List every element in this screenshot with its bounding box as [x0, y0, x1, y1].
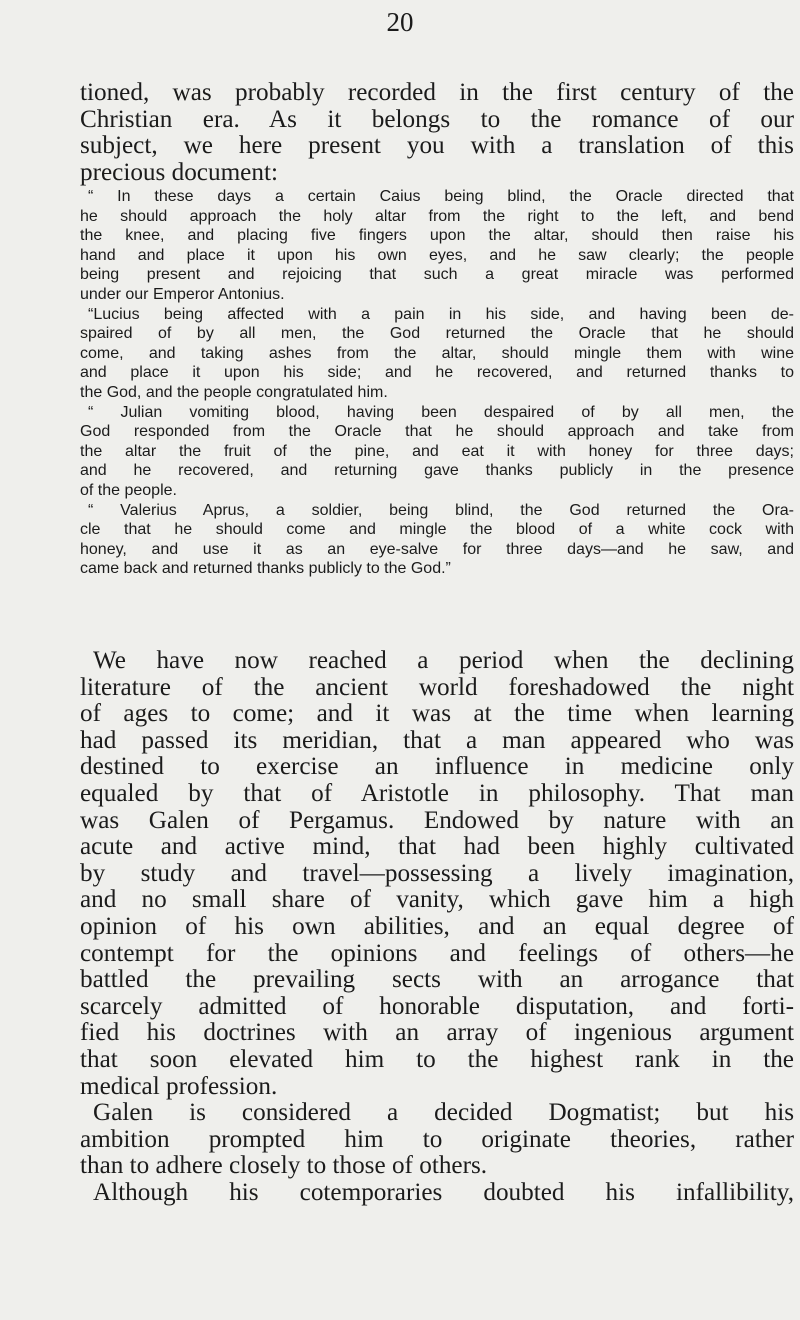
text-line: precious document: [80, 158, 278, 186]
text-line: cle that he should come and mingle the blood of a white cock with [80, 521, 794, 539]
text-line: than to adhere closely to those of others. [80, 1152, 488, 1180]
text-line: God responded from the Oracle that he should approach and take from [80, 423, 794, 441]
text-line: “ Julian vomiting blood, having been despaired of by all men, the [88, 403, 794, 421]
text-line: Although his cotemporaries doubted his infallibility, [93, 1178, 794, 1206]
text-line: and no small share of vanity, which gave him a high [80, 886, 794, 914]
quote-paragraph-caius [80, 187, 794, 305]
paragraph-cotemporaries [80, 1180, 794, 1207]
text-line: was Galen of Pergamus. Endowed by nature with an [80, 806, 794, 834]
text-line: honey, and use it as an eye-salve for three days—and he saw, and [80, 540, 794, 558]
text-line: come, and taking ashes from the altar, should mingle them with wine [80, 344, 794, 362]
text-line: that soon elevated him to the highest rank in the [80, 1045, 794, 1073]
text-line: spaired of by all men, the God returned the Oracle that he should [80, 325, 794, 343]
main-text [80, 648, 794, 1206]
paragraph-galen-intro [80, 648, 794, 1100]
text-line: and place it upon his side; and he recovered, and returned thanks to [80, 364, 794, 382]
text-line: battled the prevailing sects with an arrogance that [80, 966, 794, 994]
text-line: hand and place it upon his own eyes, and he saw clearly; the people [80, 246, 794, 264]
text-line: of the people. [80, 481, 177, 499]
text-line: had passed its meridian, that a man appeared who was [80, 726, 794, 754]
intro-paragraph [80, 80, 794, 186]
page-number: 20 [386, 7, 414, 37]
text-line: Galen is considered a decided Dogmatist; but his [93, 1099, 794, 1127]
text-line: We have now reached a period when the declining [93, 647, 794, 674]
paragraph-dogmatist [80, 1100, 794, 1180]
text-line: destined to exercise an influence in medicine only [80, 753, 794, 781]
quote-paragraph-julian [80, 403, 794, 501]
text-line: the altar the fruit of the pine, and eat it with honey for three days; [80, 442, 794, 460]
quote-paragraph-lucius [80, 305, 794, 403]
text-line: he should approach the holy altar from the right to the left, and bend [80, 207, 794, 225]
text-line: came back and returned thanks publicly to the God.” [80, 560, 451, 578]
text-line: the knee, and placing five fingers upon the altar, should then raise his [80, 227, 794, 245]
text-line: acute and active mind, that had been highly cultivated [80, 833, 794, 861]
text-line: under our Emperor Antonius. [80, 285, 285, 303]
text-line: tioned, was probably recorded in the first century of the [80, 79, 794, 106]
text-line: subject, we here present you with a translation of this [80, 132, 794, 160]
text-line: “ Valerius Aprus, a soldier, being blind, the God returned the Ora- [88, 501, 794, 519]
text-line: ambition prompted him to originate theories, rather [80, 1125, 794, 1153]
text-line: medical profession. [80, 1072, 278, 1100]
text-line: being present and rejoicing that such a great miracle was performed [80, 266, 794, 284]
text-line: Christian era. As it belongs to the romance of our [80, 105, 794, 133]
quoted-translation [80, 187, 794, 579]
text-line: scarcely admitted of honorable disputation, and forti- [80, 992, 794, 1020]
quote-paragraph-valerius [80, 501, 794, 579]
text-line: “Lucius being affected with a pain in his side, and having been de- [88, 305, 794, 323]
text-line: the God, and the people congratulated him. [80, 383, 388, 401]
text-line: “ In these days a certain Caius being blind, the Oracle directed that [88, 188, 794, 205]
text-line: fied his doctrines with an array of ingenious argument [80, 1019, 794, 1047]
text-line: by study and travel—possessing a lively imagination, [80, 859, 794, 887]
text-line: opinion of his own abilities, and an equal degree of [80, 912, 794, 940]
text-line: of ages to come; and it was at the time when learning [80, 700, 794, 728]
text-line: contempt for the opinions and feelings of others—he [80, 939, 794, 967]
text-line: equaled by that of Aristotle in philosophy. That man [80, 779, 794, 807]
text-line: literature of the ancient world foreshadowed the night [80, 673, 794, 701]
text-line: and he recovered, and returning gave thanks publicly in the presence [80, 462, 794, 480]
